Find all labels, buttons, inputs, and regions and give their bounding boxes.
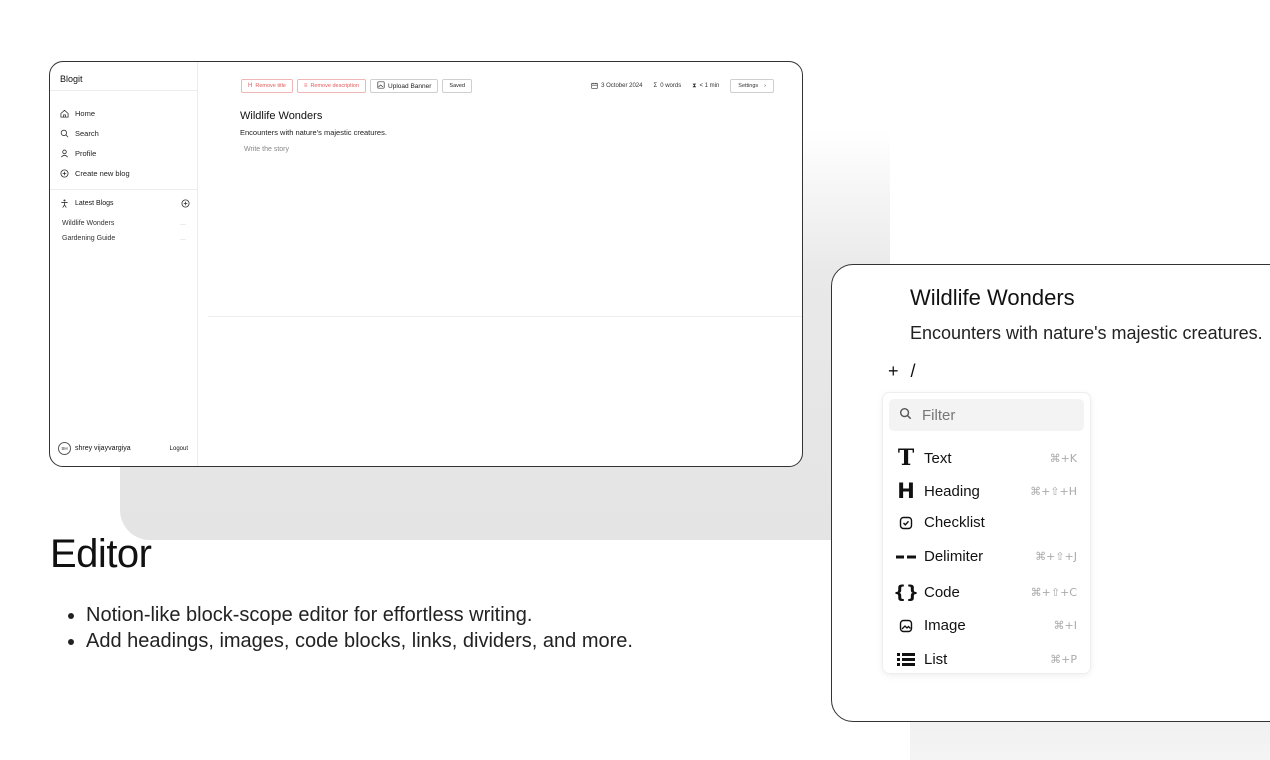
add-blog-button[interactable] bbox=[181, 199, 190, 208]
plus-icon[interactable]: + bbox=[888, 361, 899, 381]
menu-item-label: Image bbox=[924, 617, 966, 634]
search-icon bbox=[60, 129, 69, 138]
story-input[interactable]: Write the story bbox=[244, 146, 289, 153]
sidebar-item-search[interactable] bbox=[60, 129, 99, 138]
date-display bbox=[591, 82, 642, 91]
menu-item-shortcut: ⌘+P bbox=[1050, 653, 1077, 666]
menu-item-label: Code bbox=[924, 584, 960, 601]
menu-item-shortcut: ⌘+K bbox=[1049, 451, 1077, 465]
home-icon bbox=[60, 109, 69, 118]
block-menu bbox=[883, 393, 1090, 673]
logout-button[interactable]: Logout bbox=[169, 445, 188, 452]
figure-icon bbox=[60, 199, 69, 208]
calendar-icon bbox=[591, 82, 598, 91]
delimiter-icon bbox=[895, 554, 917, 560]
blog-item[interactable] bbox=[62, 235, 186, 242]
sidebar-item-label: Search bbox=[75, 129, 99, 138]
menu-item-label: Heading bbox=[924, 482, 980, 500]
menu-item-code[interactable] bbox=[895, 582, 1077, 603]
zoomed-description[interactable]: Encounters with nature's majestic creatures. bbox=[910, 323, 1263, 343]
heading-icon: H bbox=[248, 83, 253, 89]
settings-button[interactable] bbox=[730, 79, 774, 93]
menu-item-shortcut: ⌘+⇧+J bbox=[1035, 550, 1077, 563]
blog-item-title: Wildlife Wonders bbox=[62, 220, 115, 227]
slash-text: / bbox=[910, 361, 916, 381]
blog-item-title: Gardening Guide bbox=[62, 235, 116, 242]
code-icon: {} bbox=[893, 582, 919, 603]
document-title[interactable]: Wildlife Wonders bbox=[240, 110, 323, 122]
slash-command[interactable] bbox=[888, 361, 916, 382]
menu-item-shortcut: ⌘+⇧+C bbox=[1030, 586, 1077, 599]
hero-title: Editor bbox=[50, 532, 152, 576]
sidebar-item-label: Home bbox=[75, 109, 96, 118]
settings-label: Settings bbox=[738, 83, 759, 89]
sidebar-item-home[interactable] bbox=[60, 109, 95, 118]
read-time bbox=[692, 83, 719, 90]
sidebar-item-create[interactable] bbox=[60, 169, 130, 178]
menu-item-label: List bbox=[924, 651, 948, 668]
remove-title-label: Remove title bbox=[255, 83, 286, 89]
word-count bbox=[653, 83, 681, 89]
menu-item-heading[interactable] bbox=[895, 479, 1077, 503]
saved-button[interactable]: Saved bbox=[442, 79, 472, 93]
sidebar-item-profile[interactable] bbox=[60, 149, 96, 158]
image-icon bbox=[895, 619, 917, 633]
hourglass-icon: ⧗ bbox=[692, 82, 697, 89]
feature-item: • Notion-like block-scope editor for effortless writing. bbox=[86, 602, 633, 628]
avatar: SH bbox=[58, 442, 71, 455]
zoomed-title[interactable]: Wildlife Wonders bbox=[910, 285, 1075, 310]
remove-description-button[interactable] bbox=[297, 79, 366, 93]
word-count-label: 0 words bbox=[660, 83, 682, 89]
menu-item-label: Delimiter bbox=[924, 548, 984, 565]
feature-item: • Add headings, images, code blocks, links, dividers, and more. bbox=[86, 628, 633, 654]
menu-item-shortcut: ⌘+I bbox=[1053, 619, 1077, 632]
editor-meta bbox=[591, 79, 774, 93]
sidebar-divider bbox=[50, 189, 197, 190]
user-row bbox=[58, 442, 188, 455]
latest-blogs-header bbox=[60, 199, 190, 208]
menu-item-list[interactable] bbox=[895, 651, 1077, 668]
list-icon bbox=[895, 652, 917, 667]
upload-banner-button[interactable] bbox=[370, 79, 438, 93]
editor-toolbar bbox=[241, 79, 472, 93]
menu-item-delimiter[interactable] bbox=[895, 548, 1077, 565]
plus-circle-icon bbox=[60, 169, 69, 178]
app-window bbox=[49, 61, 803, 467]
document-description[interactable]: Encounters with nature's majestic creatures. bbox=[240, 128, 387, 137]
menu-item-text[interactable] bbox=[895, 445, 1077, 471]
sidebar-item-label: Create new blog bbox=[75, 169, 130, 178]
user-icon bbox=[60, 149, 69, 158]
blog-item-menu[interactable]: ... bbox=[180, 220, 186, 227]
editor-area bbox=[208, 62, 802, 317]
sidebar-item-label: Profile bbox=[75, 149, 97, 158]
date-label: 3 October 2024 bbox=[601, 83, 643, 89]
upload-banner-label: Upload Banner bbox=[388, 82, 432, 90]
app-title: Blogit bbox=[60, 74, 83, 84]
checklist-icon bbox=[895, 516, 917, 530]
remove-description-label: Remove description bbox=[310, 83, 360, 89]
blog-item-menu[interactable]: ... bbox=[180, 235, 186, 242]
menu-item-label: Text bbox=[924, 449, 952, 467]
filter-input[interactable] bbox=[889, 399, 1084, 431]
user-name: shrey vijayvargiya bbox=[75, 445, 131, 452]
read-time-label: < 1 min bbox=[699, 83, 720, 89]
sidebar bbox=[50, 62, 198, 466]
latest-blogs-label: Latest Blogs bbox=[75, 200, 114, 207]
heading-icon: H bbox=[897, 479, 915, 503]
remove-title-button[interactable] bbox=[241, 79, 293, 93]
sigma-icon: Σ bbox=[653, 83, 658, 89]
text-icon: ≡ bbox=[303, 83, 308, 89]
search-icon bbox=[899, 407, 912, 424]
menu-item-image[interactable] bbox=[895, 617, 1077, 634]
filter-placeholder: Filter bbox=[922, 406, 956, 424]
menu-item-shortcut: ⌘+⇧+H bbox=[1030, 484, 1077, 498]
sidebar-divider bbox=[50, 90, 197, 91]
image-icon bbox=[377, 81, 385, 91]
feature-list bbox=[66, 602, 633, 654]
blog-item[interactable] bbox=[62, 220, 186, 227]
menu-item-checklist[interactable] bbox=[895, 514, 1077, 531]
text-icon: T bbox=[897, 445, 915, 471]
zoomed-editor-window bbox=[831, 264, 1270, 722]
menu-item-label: Checklist bbox=[924, 514, 985, 531]
chevron-right-icon: › bbox=[764, 83, 766, 89]
